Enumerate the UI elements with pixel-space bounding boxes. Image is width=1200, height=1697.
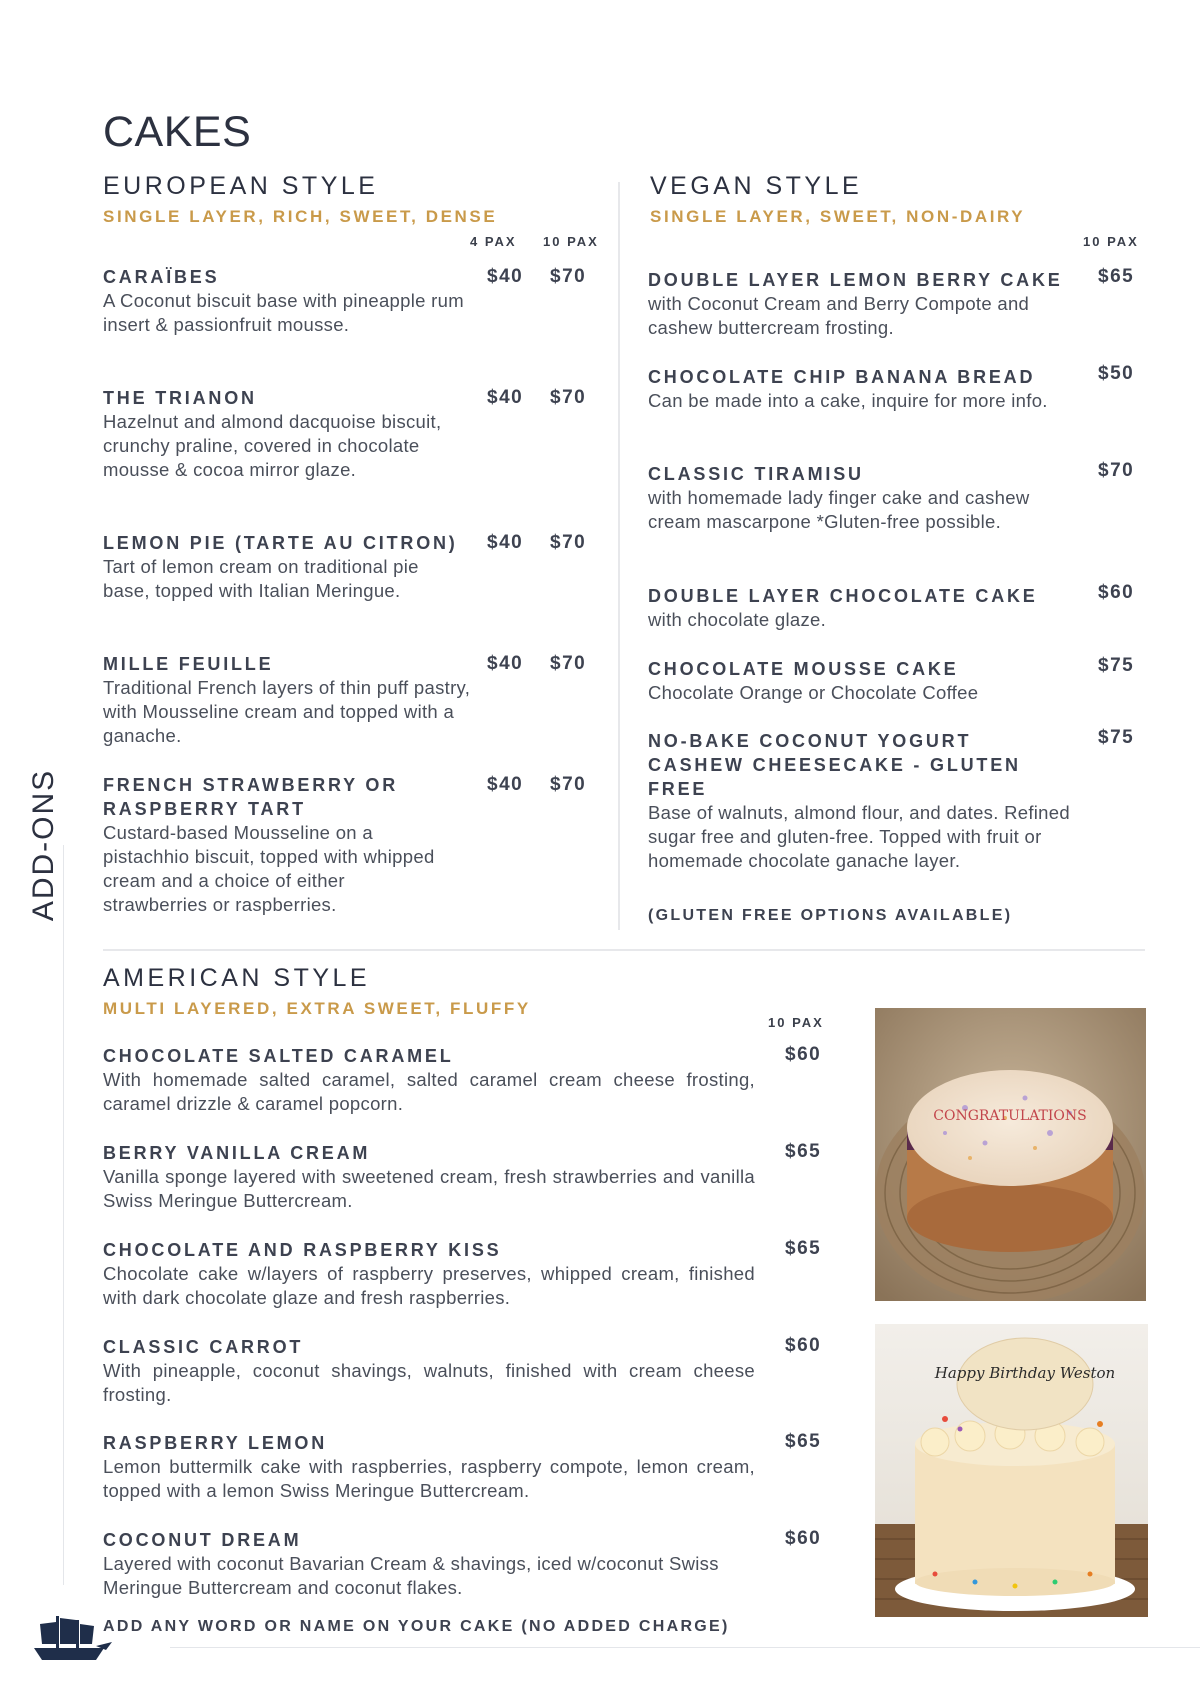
item-price: $65 xyxy=(785,1431,822,1452)
american-section-title: AMERICAN STYLE xyxy=(103,964,371,992)
item-name: CLASSIC TIRAMISU xyxy=(648,464,864,484)
vegan-item-mousse-cake xyxy=(648,657,1068,705)
item-price: $60 xyxy=(1098,582,1135,603)
vegan-section-title: VEGAN STYLE xyxy=(650,172,863,200)
vegan-item-banana-bread xyxy=(648,365,1068,413)
item-name: THE TRIANON xyxy=(103,388,257,408)
item-description: Layered with coconut Bavarian Cream & shavings, iced w/coconut Swiss Meringue Buttercream and coconut flakes. xyxy=(103,1553,719,1598)
item-description: With homemade salted caramel, salted caramel cream cheese frosting, caramel drizzle & caramel popcorn. xyxy=(103,1069,755,1114)
american-pax-10: 10 PAX xyxy=(768,1015,824,1030)
add-ons-side-label xyxy=(14,765,74,925)
item-price: $75 xyxy=(1098,655,1135,676)
item-name: DOUBLE LAYER LEMON BERRY CAKE xyxy=(648,270,1063,290)
cake-topper-text: Happy Birthday Weston xyxy=(934,1364,1116,1382)
item-name: CHOCOLATE SALTED CARAMEL xyxy=(103,1046,454,1066)
item-description: with chocolate glaze. xyxy=(648,609,827,630)
vegan-item-lemon-berry xyxy=(648,268,1078,340)
item-name: FRENCH STRAWBERRY OR RASPBERRY TART xyxy=(103,775,399,819)
item-name: BERRY VANILLA CREAM xyxy=(103,1143,371,1163)
item-price: $75 xyxy=(1098,727,1135,748)
item-price: $60 xyxy=(785,1335,822,1356)
item-price-10pax: $70 xyxy=(550,387,587,408)
item-name: CHOCOLATE MOUSSE CAKE xyxy=(648,659,959,679)
item-price: $70 xyxy=(1098,460,1135,481)
item-name: DOUBLE LAYER CHOCOLATE CAKE xyxy=(648,586,1038,606)
european-pax-4: 4 PAX xyxy=(470,234,517,249)
add-ons-label-text: ADD-ONS xyxy=(27,768,60,922)
european-item-trianon xyxy=(103,386,453,482)
item-price-10pax: $70 xyxy=(550,266,587,287)
item-description: with Coconut Cream and Berry Compote and cashew buttercream frosting. xyxy=(648,293,1030,338)
item-description: with homemade lady finger cake and cashew cream mascarpone *Gluten-free possible. xyxy=(648,487,1030,532)
item-price-4pax: $40 xyxy=(487,266,524,287)
vegan-item-tiramisu xyxy=(648,462,1048,534)
item-price-10pax: $70 xyxy=(550,774,587,795)
item-price-4pax: $40 xyxy=(487,532,524,553)
european-section-subtitle: SINGLE LAYER, RICH, SWEET, DENSE xyxy=(103,207,498,226)
item-name: LEMON PIE (TARTE AU CITRON) xyxy=(103,533,458,553)
european-pax-10: 10 PAX xyxy=(543,234,599,249)
american-item-salted-caramel xyxy=(103,1044,755,1116)
item-description: Can be made into a cake, inquire for more info. xyxy=(648,390,1048,411)
item-description: With pineapple, coconut shavings, walnuts, finished with cream cheese frosting. xyxy=(103,1360,755,1405)
european-item-lemon-pie xyxy=(103,531,468,603)
item-name: CHOCOLATE CHIP BANANA BREAD xyxy=(648,367,1036,387)
ship-logo-icon xyxy=(26,1610,114,1666)
item-description: Base of walnuts, almond flour, and dates. Refined sugar free and gluten-free. Topped with fruit or homemade chocolate ganache layer. xyxy=(648,802,1070,871)
european-section-title: EUROPEAN STYLE xyxy=(103,172,379,200)
item-price: $65 xyxy=(785,1238,822,1259)
vegan-gluten-free-note: (GLUTEN FREE OPTIONS AVAILABLE) xyxy=(648,907,1013,924)
item-name: COCONUT DREAM xyxy=(103,1530,302,1550)
american-item-berry-vanilla xyxy=(103,1141,755,1213)
american-item-coconut-dream xyxy=(103,1528,755,1600)
european-item-caraibes xyxy=(103,265,473,337)
item-description: A Coconut biscuit base with pineapple rum insert & passionfruit mousse. xyxy=(103,290,464,335)
american-section-subtitle: MULTI LAYERED, EXTRA SWEET, FLUFFY xyxy=(103,999,531,1018)
european-item-french-tart xyxy=(103,773,453,917)
vegan-item-chocolate-cake xyxy=(648,584,1068,632)
item-price: $60 xyxy=(785,1528,822,1549)
item-name: CHOCOLATE AND RASPBERRY KISS xyxy=(103,1240,502,1260)
american-item-raspberry-lemon xyxy=(103,1431,755,1503)
american-item-raspberry-kiss xyxy=(103,1238,755,1310)
congratulations-cake-photo xyxy=(875,1008,1146,1301)
item-name: MILLE FEUILLE xyxy=(103,654,274,674)
side-rule xyxy=(63,845,64,1585)
item-price: $65 xyxy=(1098,266,1135,287)
vegan-section-subtitle: SINGLE LAYER, SWEET, NON-DAIRY xyxy=(650,207,1026,226)
item-description: Lemon buttermilk cake with raspberries, raspberry compote, lemon cream, topped with a lemon Swiss Meringue Buttercream. xyxy=(103,1456,755,1501)
item-name: RASPBERRY LEMON xyxy=(103,1433,328,1453)
vegan-item-cheesecake xyxy=(648,729,1078,873)
birthday-cake-photo xyxy=(875,1324,1148,1617)
add-name-note: ADD ANY WORD OR NAME ON YOUR CAKE (NO ADDED CHARGE) xyxy=(103,1618,730,1635)
column-divider xyxy=(618,182,620,930)
item-description: Chocolate Orange or Chocolate Coffee xyxy=(648,682,979,703)
vegan-pax-10: 10 PAX xyxy=(1083,234,1139,249)
item-price-4pax: $40 xyxy=(487,653,524,674)
bottom-rule xyxy=(170,1647,1200,1648)
cake-inscription: CONGRATULATIONS xyxy=(933,1108,1087,1124)
item-price: $50 xyxy=(1098,363,1135,384)
european-item-mille-feuille xyxy=(103,652,473,748)
item-name: CARAÏBES xyxy=(103,267,220,287)
item-description: Vanilla sponge layered with sweetened cream, fresh strawberries and vanilla Swiss Meringue Buttercream. xyxy=(103,1166,755,1211)
item-description: Hazelnut and almond dacquoise biscuit, crunchy praline, covered in chocolate mousse & cocoa mirror glaze. xyxy=(103,411,442,480)
item-description: Tart of lemon cream on traditional pie base, topped with Italian Meringue. xyxy=(103,556,419,601)
page-title: CAKES xyxy=(103,108,252,156)
item-price: $65 xyxy=(785,1141,822,1162)
item-price-4pax: $40 xyxy=(487,387,524,408)
item-price-4pax: $40 xyxy=(487,774,524,795)
item-name: NO-BAKE COCONUT YOGURT CASHEW CHEESECAKE - GLUTEN FREE xyxy=(648,731,1021,799)
item-description: Chocolate cake w/layers of raspberry preserves, whipped cream, finished with dark chocolate glaze and fresh raspberries. xyxy=(103,1263,755,1308)
item-price: $60 xyxy=(785,1044,822,1065)
section-divider xyxy=(103,949,1145,951)
item-price-10pax: $70 xyxy=(550,653,587,674)
item-price-10pax: $70 xyxy=(550,532,587,553)
item-description: Custard-based Mousseline on a pistachhio biscuit, topped with whipped cream and a choice of either strawberries or raspberries. xyxy=(103,822,435,915)
american-item-classic-carrot xyxy=(103,1335,755,1407)
item-description: Traditional French layers of thin puff pastry, with Mousseline cream and topped with a ganache. xyxy=(103,677,471,746)
item-name: CLASSIC CARROT xyxy=(103,1337,304,1357)
